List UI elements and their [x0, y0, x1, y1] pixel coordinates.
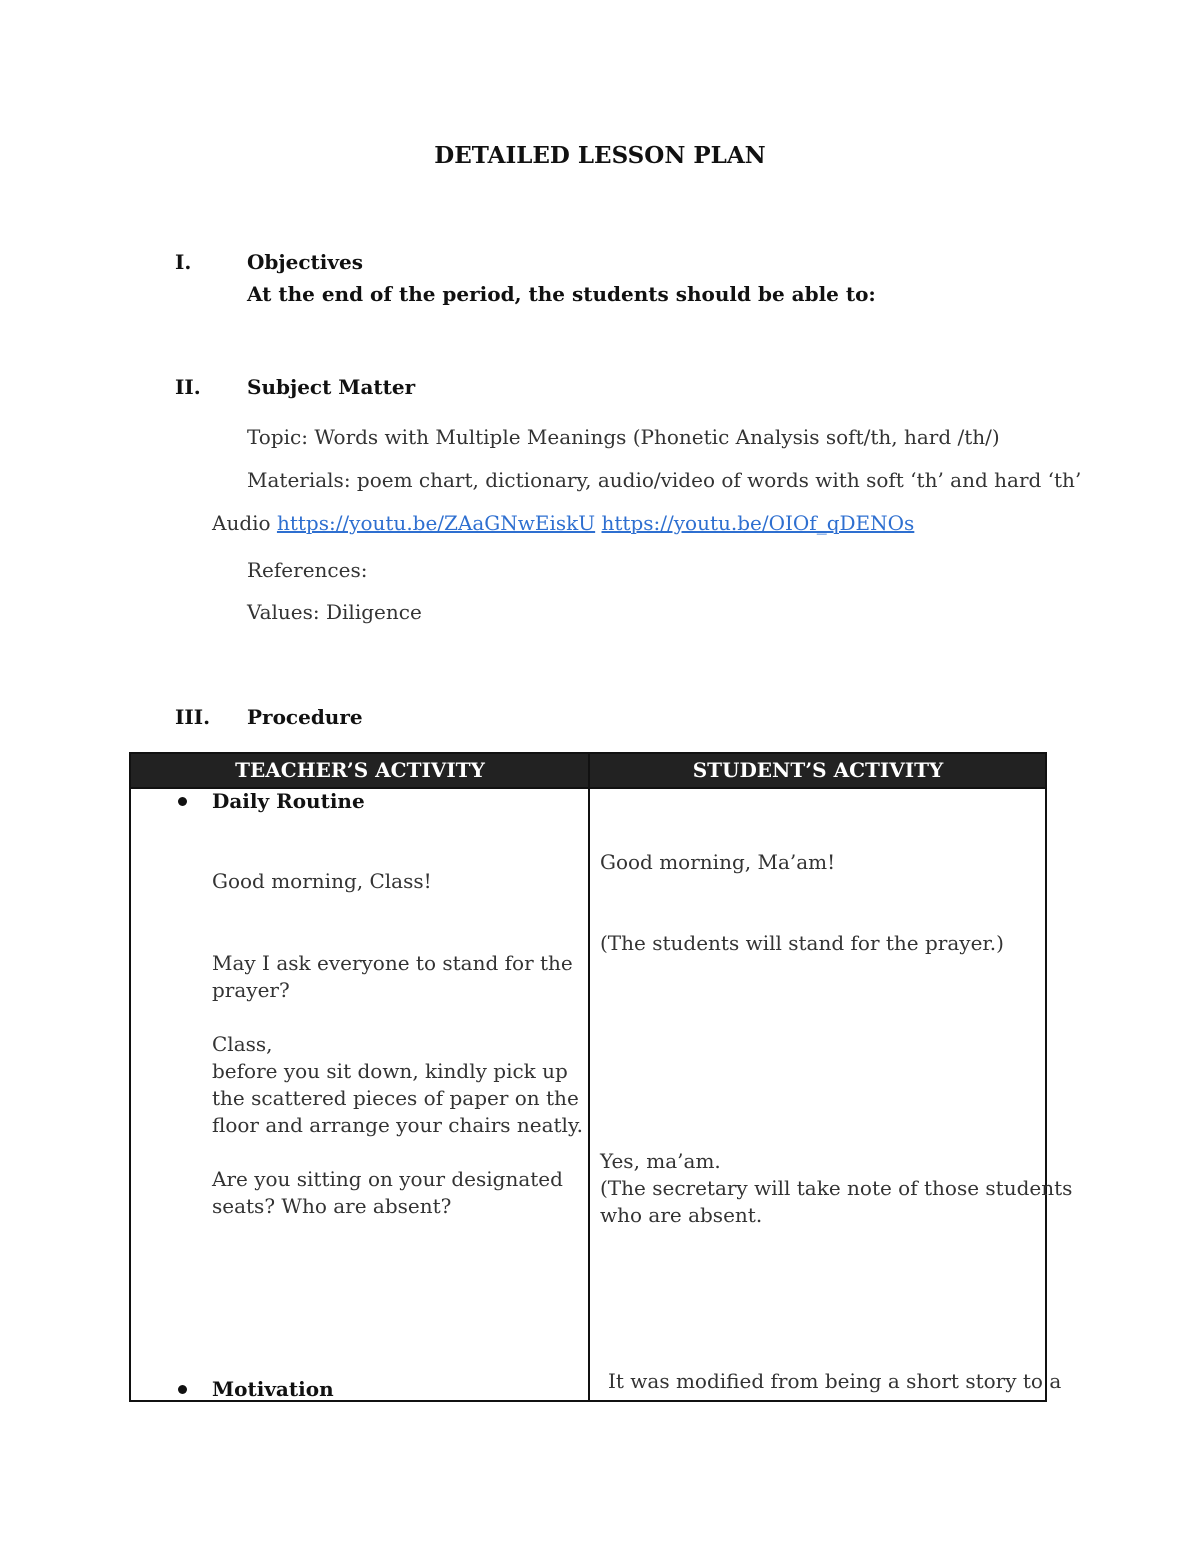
values-line: Values: Diligence [247, 600, 422, 624]
teacher-prayer-line-2: prayer? [212, 978, 290, 1002]
student-prayer: (The students will stand for the prayer.) [600, 931, 1004, 955]
teacher-class: Class, [212, 1032, 273, 1056]
teacher-pickup-line-2: the scattered pieces of paper on the [212, 1086, 579, 1110]
teacher-pickup-line-3: floor and arrange your chairs neatly. [212, 1113, 583, 1137]
audio-line [212, 511, 914, 535]
section-heading-procedure: Procedure [247, 705, 363, 729]
teacher-seats-line-2: seats? Who are absent? [212, 1194, 452, 1218]
objectives-subheading: At the end of the period, the students should be able to: [247, 282, 876, 306]
section-numeral-procedure: III. [175, 705, 211, 729]
teacher-motivation: Motivation [212, 1377, 334, 1401]
teacher-prayer-line-1: May I ask everyone to stand for the [212, 951, 573, 975]
header-student-activity: STUDENT’S ACTIVITY [692, 758, 944, 782]
student-modified: It was modified from being a short story to a [608, 1369, 1062, 1393]
section-heading-objectives: Objectives [247, 250, 363, 274]
column-divider [588, 754, 590, 1400]
student-greeting: Good morning, Ma’am! [600, 850, 836, 874]
header-teacher-activity: TEACHER’S ACTIVITY [235, 758, 485, 782]
section-heading-subject-matter: Subject Matter [247, 375, 416, 399]
document-title: DETAILED LESSON PLAN [434, 142, 766, 169]
teacher-daily-routine: Daily Routine [212, 789, 365, 813]
section-numeral-subject-matter: II. [175, 375, 201, 399]
references-line: References: [247, 558, 368, 582]
audio-label: Audio [212, 511, 271, 535]
topic-line: Topic: Words with Multiple Meanings (Phonetic Analysis soft/th, hard /th/) [247, 425, 1000, 449]
bullet-icon [178, 1385, 187, 1394]
teacher-greeting: Good morning, Class! [212, 869, 432, 893]
audio-link-2[interactable]: https://youtu.be/OIOf_qDENOs [601, 511, 915, 535]
student-secretary-line-2: who are absent. [600, 1203, 763, 1227]
section-numeral-objectives: I. [175, 250, 192, 274]
student-yes: Yes, ma’am. [600, 1149, 721, 1173]
teacher-seats-line-1: Are you sitting on your designated [212, 1167, 563, 1191]
activity-table [129, 752, 1073, 1402]
materials-line: Materials: poem chart, dictionary, audio/video of words with soft ‘th’ and hard ‘th’ [247, 468, 1082, 492]
audio-link-1[interactable]: https://youtu.be/ZAaGNwEiskU [276, 511, 596, 535]
bullet-icon [178, 797, 187, 806]
teacher-pickup-line-1: before you sit down, kindly pick up [212, 1059, 568, 1083]
student-secretary-line-1: (The secretary will take note of those students [600, 1176, 1073, 1200]
